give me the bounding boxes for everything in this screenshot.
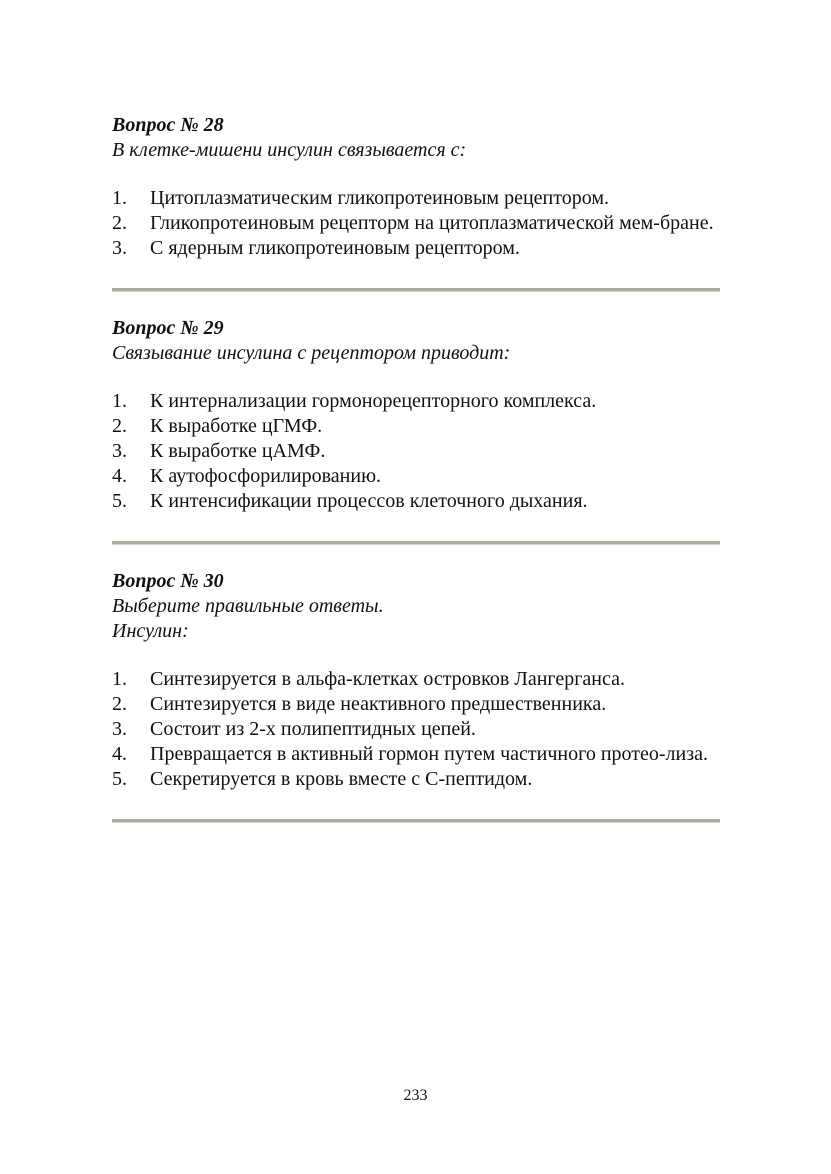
- page-body: [112, 112, 720, 823]
- answer-option: [112, 489, 720, 514]
- answer-option: [112, 717, 720, 742]
- option-text: Превращается в активный гормон путем частичного протео-лиза.: [150, 743, 708, 765]
- answer-list: [112, 667, 720, 792]
- option-text: Состоит из 2-х полипептидных цепей.: [150, 718, 476, 740]
- option-number: 4.: [112, 465, 127, 487]
- option-text: Гликопротеиновым рецепторм на цитоплазматической мем-бране.: [150, 212, 714, 234]
- section-divider: [112, 288, 720, 292]
- option-text: К интернализации гормонорецепторного комплекса.: [150, 390, 597, 412]
- answer-option: [112, 211, 720, 236]
- question-prompt-subject: Инсулин:: [112, 620, 189, 642]
- question-title: Вопрос № 28: [112, 114, 224, 136]
- section-divider: [112, 819, 720, 823]
- option-number: 1.: [112, 390, 127, 412]
- option-text: К выработке цГМФ.: [150, 415, 323, 437]
- answer-option: [112, 667, 720, 692]
- question-prompt: В клетке-мишени инсулин связывается с:: [112, 139, 467, 161]
- question-prompt: Связывание инсулина с рецептором приводит:: [112, 342, 511, 364]
- option-number: 3.: [112, 237, 127, 259]
- option-text: С ядерным гликопротеиновым рецептором.: [150, 237, 520, 259]
- option-number: 5.: [112, 768, 127, 790]
- question-30: [112, 568, 720, 823]
- answer-list: [112, 186, 720, 261]
- question-title: Вопрос № 29: [112, 317, 224, 339]
- option-text: К интенсификации процессов клеточного дыхания.: [150, 490, 588, 512]
- option-text: Синтезируется в виде неактивного предшественника.: [150, 693, 607, 715]
- option-number: 2.: [112, 693, 127, 715]
- option-text: Секретируется в кровь вместе с С-пептидом.: [150, 768, 533, 790]
- option-number: 3.: [112, 440, 127, 462]
- option-number: 3.: [112, 718, 127, 740]
- answer-option: [112, 414, 720, 439]
- answer-option: [112, 464, 720, 489]
- answer-option: [112, 692, 720, 717]
- option-number: 5.: [112, 490, 127, 512]
- option-number: 2.: [112, 415, 127, 437]
- answer-option: [112, 186, 720, 211]
- option-text: Цитоплазматическим гликопротеиновым рецептором.: [150, 187, 609, 209]
- option-number: 2.: [112, 212, 127, 234]
- page-number: 233: [403, 1087, 428, 1104]
- option-text: Синтезируется в альфа-клетках островков Лангерганса.: [150, 668, 626, 690]
- option-number: 1.: [112, 668, 127, 690]
- question-title: Вопрос № 30: [112, 570, 224, 592]
- question-28: [112, 112, 720, 292]
- answer-option: [112, 767, 720, 792]
- option-number: 1.: [112, 187, 127, 209]
- section-divider: [112, 541, 720, 545]
- question-prompt: Выберите правильные ответы.: [112, 595, 384, 617]
- answer-option: [112, 742, 720, 767]
- option-text: К аутофосфорилированию.: [150, 465, 382, 487]
- answer-option: [112, 236, 720, 261]
- answer-option: [112, 439, 720, 464]
- option-text: К выработке цАМФ.: [150, 440, 326, 462]
- answer-list: [112, 389, 720, 514]
- question-29: [112, 315, 720, 545]
- answer-option: [112, 389, 720, 414]
- option-number: 4.: [112, 743, 127, 765]
